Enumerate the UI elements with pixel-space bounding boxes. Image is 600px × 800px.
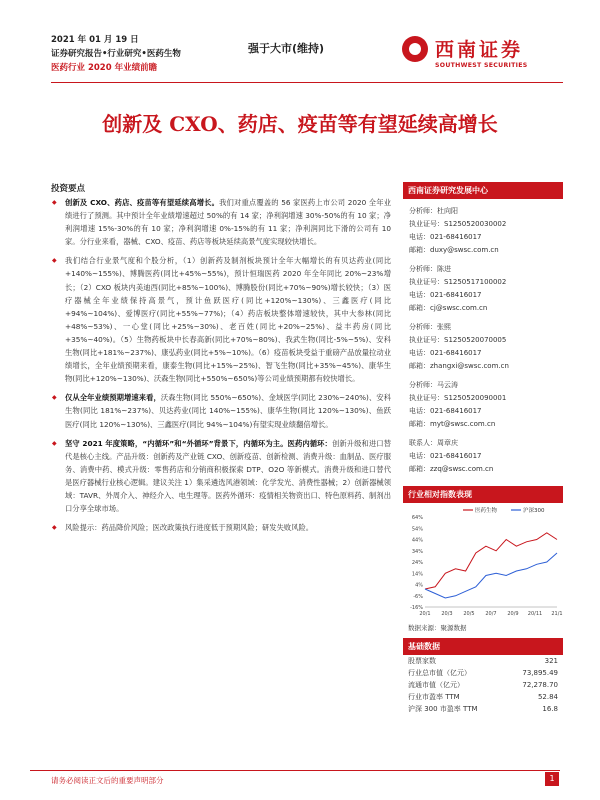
- analyst-card: 分析师：张熙 执业证号：S1250520070005 电话：021-68416017 邮箱：zhangxi@swsc.com.cn: [409, 323, 509, 370]
- y-tick-label: 34%: [411, 548, 423, 555]
- table-row: 股票家数 321: [408, 657, 558, 665]
- basic-data-heading: 基础数据: [403, 638, 563, 655]
- table-row: 行业市盈率 TTM 52.84: [408, 693, 558, 701]
- x-tick-label: 20/3: [441, 611, 453, 617]
- y-tick-label: 4%: [415, 582, 423, 589]
- analyst-card: 分析师：马云涛 执业证号：S1250520090001 电话：021-68416017 邮箱：myt@swsc.com.cn: [409, 381, 507, 428]
- analyst-card: 分析师：陈进 执业证号：S1250517100002 电话：021-68416017 邮箱：cj@swsc.com.cn: [409, 265, 507, 312]
- summary-bullet: ◆ 我们结合行业景气度和个股分析，（1）创新药及制剂板块预计全年大幅增长的有贝达药业(同比+140%~155%)、博腾医药(同比+45%~55%)，预计恒瑞医药 2020 年全年同比 20%~23%增长；（2）CXO 板块内美迪西(同比+85%~100%)、博腾股份(同比+70%~90%)增长较快；（3）医疗器械全年业绩保持高景气，预计鱼跃医疗(同比+120%~130%)、三鑫医疗(同比+94%~104%)、爱博医疗(同比+55%~77%)；（4）药店板块整体增速较快，其中大参林(同比+48%~53%)、一心堂(同比+25%~30%)、老百姓(同比+20%~25%)、益丰药房(同比+35%~40%)。（5）生物药板块中长春高新(同比+70%~80%)、我武生物(同比-5%~5%)、安科生物(同比+181%~237%)、康弘药业(同比+5%~10%)。（6）疫苗板块受益于重磅产品放量拉动业绩增长，全年业绩预期来看，康泰生物(同比+15%~25%)、智飞生物(同比+35%~45%)、康华生物(同比+120%~130%)、沃森生物(同比+550%~650%)等公司业绩预期都有较快增长。: [51, 254, 391, 385]
- page-title: 创新及 CXO、药店、疫苗等有望延续高增长: [102, 112, 498, 136]
- x-tick-label: 20/5: [463, 611, 475, 617]
- table-row: 流通市值（亿元） 72,278.70: [408, 681, 558, 689]
- table-row: 行业总市值（亿元） 73,895.49: [408, 669, 558, 677]
- rating: 强于大市(维持): [248, 42, 325, 55]
- report-type: 证券研究报告•行业研究•医药生物: [51, 49, 181, 59]
- x-tick-label: 20/11: [527, 611, 543, 617]
- y-tick-label: 64%: [411, 515, 423, 521]
- y-tick-label: 44%: [411, 537, 423, 544]
- footer-divider: [30, 770, 560, 771]
- logo-en-text: SOUTHWEST SECURITIES: [435, 62, 528, 69]
- summary-bullet: ◆ 创新及 CXO、药店、疫苗等有望延续高增长。我们对重点覆盖的 56 家医药上市公司 2020 全年业绩进行了预测。其中预计全年业绩增速超过 50%的有 14 家；净利润增速 30%-50%的有 10 家；净利润增速 15%-30%的有 10 家；净利润增速 0%-15%的有 11 家；净利润同比下滑的公司有 10 家。分行业来看，器械、CXO、疫苗、药店等板块延续高景气度实现较快增长。: [51, 196, 391, 248]
- report-subtitle: 医药行业 2020 年业绩前瞻: [51, 63, 158, 73]
- summary-bullet: ◆ 坚守 2021 年度策略，“内循环”和“外循环”背景下，内循环为主。医药内循环：创新升级和进口替代是核心主线。产品升级：创新药及产业链 CXO、创新疫苗、创新检测、消费升级：血制品、医疗服务、消费中药、模式升级：零售药店和分销商积极探索 DTP、O2O 等新模式。消费升级和进口替代是医疗器械行业核心逻辑。建议关注 1）集采遴选风港领域：化学发光、消费性器械；2）创新器械领域：TAVR、外周介入、神经介入、电生理等。医药外循环：疫情相关物资出口、特色原料药、制剂出口分享全球市场。: [51, 437, 391, 516]
- legend-label: 沪深300: [523, 508, 545, 514]
- summary-bullet: ◆ 风险提示：药品降价风险；医改政策执行进度低于预期风险；研发失败风险。: [51, 521, 391, 534]
- series-line: [425, 533, 557, 589]
- analysts-heading: 西南证券研究发展中心: [403, 182, 563, 199]
- performance-chart-svg: [403, 503, 563, 621]
- logo-icon: [402, 36, 428, 62]
- sidebar: [403, 182, 563, 715]
- table-row: 沪深 300 市盈率 TTM 16.8: [408, 705, 558, 713]
- x-tick-label: 21/1: [551, 611, 563, 617]
- y-tick-label: -6%: [413, 593, 423, 600]
- y-tick-label: 14%: [411, 571, 423, 578]
- performance-chart: [403, 503, 563, 621]
- footer-disclaimer: 请务必阅读正文后的重要声明部分: [51, 776, 164, 785]
- header-divider: [51, 82, 563, 83]
- series-line: [425, 553, 557, 598]
- summary-heading: 投资要点: [51, 184, 86, 194]
- legend-label: 医药生物: [475, 508, 498, 514]
- y-tick-label: 24%: [411, 560, 423, 566]
- analysts-list: [403, 199, 563, 486]
- x-tick-label: 20/9: [507, 611, 519, 617]
- basic-data-table: [403, 655, 563, 715]
- chart-source: 数据来源：聚源数据: [408, 624, 467, 632]
- y-tick-label: 54%: [411, 526, 423, 533]
- contact-card: 联系人：周章庆 电话：021-68416017 邮箱：zzq@swsc.com.cn: [409, 439, 494, 473]
- page-number: 1: [545, 772, 559, 786]
- analyst-card: 分析师：杜向阳 执业证号：S1250520030002 电话：021-68416017 邮箱：duxy@swsc.com.cn: [409, 207, 507, 254]
- company-logo: [402, 34, 562, 78]
- header-meta: [51, 33, 181, 75]
- performance-heading: 行业相对指数表现: [403, 486, 563, 503]
- x-tick-label: 20/1: [419, 611, 431, 617]
- report-date: 2021 年 01 月 19 日: [51, 35, 139, 45]
- logo-cn-text: 西南证券: [435, 39, 524, 61]
- y-tick-label: -16%: [410, 605, 423, 611]
- summary-bullet: ◆ 仅从全年业绩预期增速来看，沃森生物(同比 550%~650%)、金域医学(同比 230%~240%)、安科生物(同比 181%~237%)、贝达药业(同比 140%~155%)、康华生物(同比 120%~130%)、鱼跃医疗(同比 120%~130%)、三鑫医疗(同比 94%~104%)有望实现业绩翻倍增长。: [51, 391, 391, 430]
- summary-column: [51, 196, 391, 540]
- x-tick-label: 20/7: [485, 611, 497, 617]
